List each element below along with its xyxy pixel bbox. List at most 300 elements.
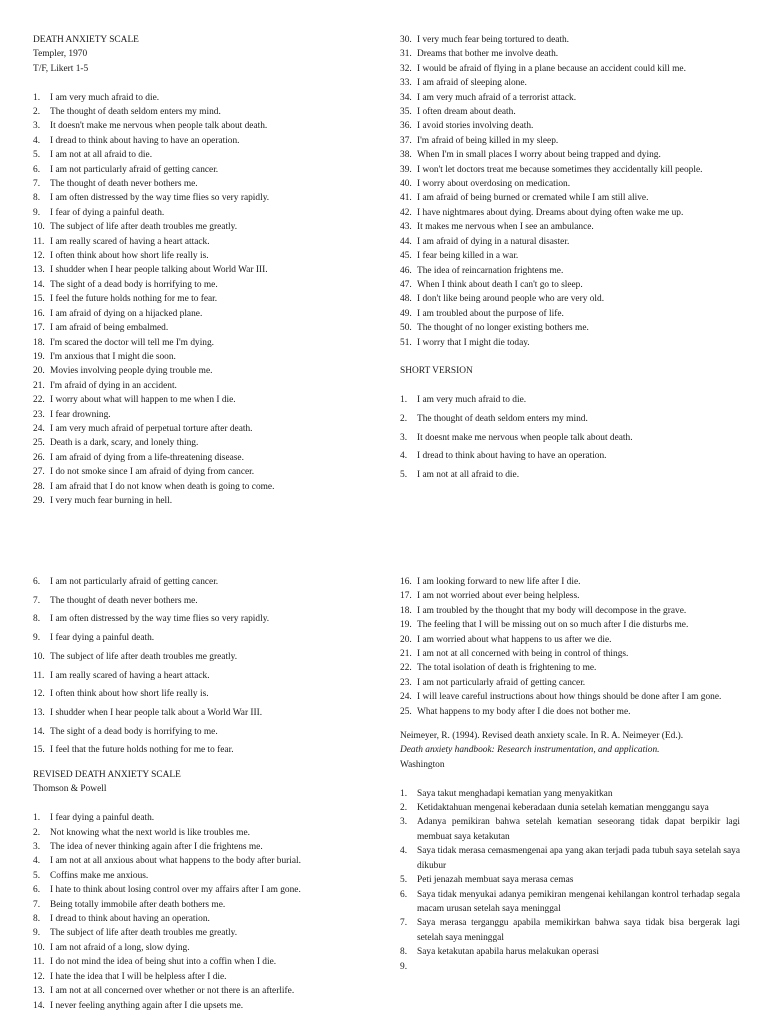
item-text: I am not particularly afraid of getting cancer. (50, 577, 219, 587)
item-text: It doesnt make me nervous when people talk about death. (417, 432, 633, 443)
item-number: 34. (400, 92, 412, 103)
list-item (400, 148, 740, 162)
item-text: Adanya pemikiran bahwa setelah kematian seseorang tidak dapat berpikir lagi membuat saya ketakutan (417, 817, 740, 842)
item-text: I avoid stories involving death. (417, 121, 534, 132)
scale-title: DEATH ANXIETY SCALE (33, 35, 139, 45)
item-number: 27. (33, 467, 45, 478)
item-text: I don't like being around people who are very old. (417, 294, 605, 305)
item-text: I am not particularly afraid of getting cancer. (50, 164, 219, 175)
list-item (400, 321, 740, 335)
item-number: 7. (33, 179, 41, 190)
item-text: I very much fear burning in hell. (50, 495, 173, 506)
list-item (33, 148, 373, 162)
item-text: I never feeling anything again after I die upsets me. (50, 1000, 244, 1011)
item-text: When I'm in small places I worry about being trapped and dying. (417, 150, 661, 161)
item-number: 23. (400, 677, 412, 688)
item-number: 45. (400, 251, 412, 262)
item-text: I am very much afraid to die. (417, 395, 527, 406)
list-item (400, 105, 740, 119)
list-item (400, 292, 740, 306)
list-item (33, 220, 373, 234)
item-text: I hate the idea that I will be helpless after I die. (50, 971, 227, 982)
quadrant-bottom-right (400, 575, 740, 974)
list-item (400, 575, 740, 589)
item-number: 24. (33, 423, 45, 434)
item-text: I am not afraid of a long, slow dying. (50, 942, 190, 953)
item-number: 7. (33, 595, 41, 606)
item-number: 1. (33, 92, 41, 103)
item-text: Not knowing what the next world is like troubles me. (50, 827, 250, 838)
item-number: 4. (400, 846, 408, 857)
list-item (33, 650, 373, 664)
item-text: I am very much afraid of perpetual torture after death. (50, 423, 253, 434)
item-number: 38. (400, 150, 412, 161)
item-number: 13. (33, 707, 45, 718)
item-text: The subject of life after death troubles me greatly. (50, 222, 238, 233)
item-number: 17. (33, 323, 45, 334)
item-text: I am not at all anxious about what happens to the body after burial. (50, 856, 301, 867)
item-number: 39. (400, 164, 412, 175)
item-text: I hate to think about losing control over my affairs after I am gone. (50, 885, 301, 896)
item-number: 47. (400, 279, 412, 290)
citation (400, 729, 740, 772)
item-number: 13. (33, 265, 45, 276)
item-number: 23. (33, 409, 45, 420)
item-text: I do not mind the idea of being shut into a coffin when I die. (50, 957, 277, 968)
item-number: 3. (400, 432, 408, 443)
list-item (400, 177, 740, 191)
list-item (400, 91, 740, 105)
item-number: 19. (33, 351, 45, 362)
list-item (400, 690, 740, 704)
item-number: 6. (33, 577, 41, 587)
list-item (400, 618, 740, 632)
item-text: I will leave careful instructions about how things should be done after I am gone. (417, 692, 722, 703)
item-text: Movies involving people dying trouble me. (50, 366, 213, 377)
item-text: The total isolation of death is frightening to me. (417, 663, 597, 674)
list-item (33, 292, 373, 306)
list-item (33, 869, 373, 883)
list-item (33, 134, 373, 148)
item-text: I am not worried about ever being helpless. (417, 591, 580, 602)
item-text: I fear being killed in a war. (417, 251, 519, 262)
item-number: 1. (33, 813, 41, 824)
list-item (33, 393, 373, 407)
item-text: Dreams that bother me involve death. (417, 49, 559, 60)
list-item (400, 633, 740, 647)
item-number: 16. (400, 577, 412, 587)
item-text: I am not at all afraid to die. (50, 150, 153, 161)
item-text: I feel the future holds nothing for me to fear. (50, 294, 218, 305)
item-text: I am looking forward to new life after I die. (417, 577, 581, 587)
item-text: I fear dying a painful death. (50, 633, 155, 644)
list-item (33, 743, 373, 757)
item-text: It makes me nervous when I see an ambulance. (417, 222, 594, 233)
item-text: The subject of life after death troubles me greatly. (50, 651, 238, 662)
item-list (33, 91, 373, 509)
item-text: I often dream about death. (417, 107, 516, 118)
item-text: When I think about death I can't go to sleep. (417, 279, 583, 290)
item-text: I am not at all concerned over whether or not there is an afterlife. (50, 986, 295, 997)
item-number: 6. (400, 889, 408, 900)
item-text: The idea of never thinking again after I die frightens me. (50, 842, 263, 853)
item-text: I am not at all concerned with being in control of things. (417, 649, 629, 660)
list-item (400, 76, 740, 90)
item-number: 48. (400, 294, 412, 305)
section-title: REVISED DEATH ANXIETY SCALE (33, 770, 181, 781)
item-text: I worry about what will happen to me when I die. (50, 395, 236, 406)
list-item (33, 278, 373, 292)
item-text: I very much fear being tortured to death. (417, 35, 570, 45)
list-item (400, 249, 740, 263)
list-item (400, 468, 740, 482)
list-item (33, 191, 373, 205)
item-number: 11. (33, 957, 45, 968)
item-number: 18. (33, 337, 45, 348)
item-text: I am often distressed by the way time flies so very rapidly. (50, 193, 270, 204)
item-number: 4. (33, 856, 41, 867)
list-item (33, 321, 373, 335)
item-text: I often think about how short life really is. (50, 251, 209, 262)
item-text (417, 960, 740, 974)
item-text: I am worried about what happens to us after we die. (417, 634, 612, 645)
citation-place: Washington (400, 759, 445, 770)
item-number: 7. (400, 918, 408, 929)
item-number: 15. (33, 294, 45, 305)
list-item (33, 480, 373, 494)
item-number: 26. (33, 452, 45, 463)
item-text: Saya tidak menyukai adanya pemikiran mengenai kehilangan kontrol terhadap segala macam urusan setelah saya meninggal (417, 889, 740, 914)
list-item (33, 912, 373, 926)
list-item (33, 811, 373, 825)
item-number: 21. (33, 380, 45, 391)
list-item (400, 412, 740, 426)
list-item (400, 647, 740, 661)
list-item (33, 941, 373, 955)
item-number: 8. (33, 193, 41, 204)
list-item (400, 163, 740, 177)
item-number: 5. (400, 469, 408, 480)
list-item (400, 604, 740, 618)
list-item (400, 220, 740, 234)
item-text: The subject of life after death troubles me greatly. (50, 928, 238, 939)
list-item (33, 631, 373, 645)
list-item (400, 33, 740, 47)
list-item (33, 826, 373, 840)
list-item (33, 91, 373, 105)
item-number: 49. (400, 308, 412, 319)
list-item (33, 840, 373, 854)
item-number: 5. (400, 875, 408, 886)
list-item (400, 206, 740, 220)
item-number: 3. (33, 121, 41, 132)
item-number: 8. (33, 614, 41, 625)
item-number: 11. (33, 670, 45, 681)
item-number: 1. (400, 395, 408, 406)
item-text: I am very much afraid of a terrorist attack. (417, 92, 577, 103)
item-text: I shudder when I hear people talk about a World War III. (50, 707, 263, 718)
revised-item-list (33, 811, 373, 1013)
section-title: SHORT VERSION (400, 366, 473, 377)
item-text: I am troubled by the thought that my body will decompose in the grave. (417, 605, 687, 616)
item-number: 33. (400, 78, 412, 89)
list-item (33, 984, 373, 998)
item-text: The thought of death never bothers me. (50, 595, 198, 606)
list-item (33, 687, 373, 701)
list-item (400, 47, 740, 61)
item-number: 25. (33, 438, 45, 449)
item-number: 9. (33, 207, 41, 218)
item-text: I worry that I might die today. (417, 337, 530, 348)
list-item (400, 278, 740, 292)
list-item (400, 589, 740, 603)
list-item (400, 235, 740, 249)
item-number: 14. (33, 726, 45, 737)
item-text: It doesn't make me nervous when people talk about death. (50, 121, 268, 132)
list-item (400, 431, 740, 445)
list-item (400, 888, 740, 917)
list-item (400, 393, 740, 407)
list-item (33, 669, 373, 683)
quadrant-top-right (400, 33, 740, 487)
item-text: I often think about how short life really is. (50, 689, 209, 700)
list-item (400, 801, 740, 815)
item-number: 36. (400, 121, 412, 132)
citation-book-title: Death anxiety handbook: Research instrumentation, and application. (400, 745, 660, 756)
item-number: 31. (400, 49, 412, 60)
list-item (33, 235, 373, 249)
list-item (400, 119, 740, 133)
item-text: I feel that the future holds nothing for me to fear. (50, 745, 234, 756)
list-item (400, 336, 740, 350)
item-number: 15. (33, 745, 45, 756)
list-item (400, 264, 740, 278)
list-item (33, 263, 373, 277)
item-text: I fear dying a painful death. (50, 813, 155, 824)
item-text: I am afraid that I do not know when death is going to come. (50, 481, 275, 492)
item-number: 35. (400, 107, 412, 118)
item-number: 40. (400, 179, 412, 190)
list-item (400, 873, 740, 887)
list-item (33, 494, 373, 508)
item-number: 4. (33, 135, 41, 146)
list-item (33, 119, 373, 133)
item-text: Saya merasa terganggu apabila memikirkan bahwa saya tidak bisa bergerak lagi setelah saya meninggal (417, 918, 740, 943)
item-number: 44. (400, 236, 412, 247)
short-version-list (400, 393, 740, 482)
item-text: Ketidaktahuan mengenai keberadaan dunia setelah kematian menggangu saya (417, 803, 709, 814)
item-text: I have nightmares about dying. Dreams about dying often wake me up. (417, 207, 684, 218)
item-number: 51. (400, 337, 412, 348)
list-item (33, 926, 373, 940)
item-text: I dread to think about having to have an operation. (50, 135, 240, 146)
item-number: 8. (400, 947, 408, 958)
list-item (400, 787, 740, 801)
list-item (33, 350, 373, 364)
item-number: 11. (33, 236, 45, 247)
item-text: Death is a dark, scary, and lonely thing. (50, 438, 199, 449)
item-number: 29. (33, 495, 45, 506)
item-text: Being totally immobile after death bothers me. (50, 899, 226, 910)
list-item (400, 844, 740, 873)
item-text: The idea of reincarnation frightens me. (417, 265, 564, 276)
item-text: I worry about overdosing on medication. (417, 179, 571, 190)
item-text: I am troubled about the purpose of life. (417, 308, 564, 319)
item-number: 14. (33, 1000, 45, 1011)
list-item (33, 451, 373, 465)
list-item (33, 408, 373, 422)
list-item (400, 815, 740, 844)
list-item (33, 883, 373, 897)
list-item (33, 612, 373, 626)
item-text: The thought of death never bothers me. (50, 179, 198, 190)
item-number: 37. (400, 135, 412, 146)
item-number: 7. (33, 899, 41, 910)
item-text: I am afraid of being burned or cremated while I am still alive. (417, 193, 649, 204)
item-text: I am afraid of sleeping alone. (417, 78, 527, 89)
item-number: 24. (400, 692, 412, 703)
list-item (400, 705, 740, 719)
item-number: 42. (400, 207, 412, 218)
list-item (33, 336, 373, 350)
item-text: Saya takut menghadapi kematian yang menyakitkan (417, 788, 613, 799)
list-item (33, 854, 373, 868)
list-item (33, 725, 373, 739)
list-item (33, 970, 373, 984)
item-number: 19. (400, 620, 412, 631)
list-item (33, 465, 373, 479)
item-number: 41. (400, 193, 412, 204)
item-text: I dread to think about having an operation. (50, 914, 210, 925)
item-number: 10. (33, 651, 45, 662)
item-text: What happens to my body after I die does not bother me. (417, 706, 631, 717)
item-number: 20. (400, 634, 412, 645)
item-text: Coffins make me anxious. (50, 870, 149, 881)
list-item (33, 575, 373, 589)
item-number: 20. (33, 366, 45, 377)
item-number: 10. (33, 942, 45, 953)
item-number: 2. (400, 413, 408, 424)
item-number: 1. (400, 788, 408, 799)
item-number: 30. (400, 35, 412, 45)
item-number: 2. (33, 827, 41, 838)
scale-author: Templer, 1970 (33, 49, 88, 60)
item-text: I am really scared of having a heart attack. (50, 670, 210, 681)
item-text: I fear drowning. (50, 409, 111, 420)
item-text: Saya ketakutan apabila harus melakukan operasi (417, 947, 599, 958)
item-text: I am very much afraid to die. (50, 92, 160, 103)
quadrant-bottom-left (33, 575, 373, 1013)
item-text: Peti jenazah membuat saya merasa cemas (417, 875, 574, 886)
item-number: 28. (33, 481, 45, 492)
list-item (400, 945, 740, 959)
item-text: I am often distressed by the way time flies so very rapidly. (50, 614, 270, 625)
item-number: 10. (33, 222, 45, 233)
item-number: 18. (400, 605, 412, 616)
list-item (33, 422, 373, 436)
item-text: I do not smoke since I am afraid of dying from cancer. (50, 467, 255, 478)
list-item (33, 379, 373, 393)
item-text: I am not particularly afraid of getting cancer. (417, 677, 586, 688)
item-number: 5. (33, 150, 41, 161)
list-item (33, 163, 373, 177)
list-item (400, 960, 740, 974)
list-item (400, 449, 740, 463)
item-number: 9. (33, 928, 41, 939)
item-text: I would be afraid of flying in a plane because an accident could kill me. (417, 63, 686, 74)
quadrant-top-left (33, 33, 373, 508)
list-item (33, 898, 373, 912)
list-item (33, 955, 373, 969)
item-text: The sight of a dead body is horrifying to me. (50, 726, 218, 737)
short-version-list (33, 575, 373, 758)
item-number: 12. (33, 251, 45, 262)
list-item (400, 307, 740, 321)
section-author: Thomson & Powell (33, 784, 107, 795)
item-text: The feeling that I will be missing out on so much after I die disturbs me. (417, 620, 689, 631)
list-item (33, 594, 373, 608)
item-text: I'm scared the doctor will tell me I'm dying. (50, 337, 215, 348)
list-item (33, 436, 373, 450)
item-number: 6. (33, 885, 41, 896)
item-text: The sight of a dead body is horrifying to me. (50, 279, 218, 290)
item-text: Saya tidak merasa cemasmengenai apa yang akan terjadi pada tubuh saya setelah saya dikubur (417, 846, 740, 871)
item-text: I won't let doctors treat me because sometimes they accidentally kill people. (417, 164, 703, 175)
item-text: I am not at all afraid to die. (417, 469, 520, 480)
list-item (33, 999, 373, 1013)
list-item (33, 105, 373, 119)
item-text: I'm afraid of being killed in my sleep. (417, 135, 559, 146)
item-text: I'm afraid of dying in an accident. (50, 380, 177, 391)
item-text: I fear of dying a painful death. (50, 207, 165, 218)
item-number: 14. (33, 279, 45, 290)
list-item (33, 307, 373, 321)
item-number: 16. (33, 308, 45, 319)
item-text: I am afraid of dying in a natural disaster. (417, 236, 570, 247)
item-number: 22. (33, 395, 45, 406)
item-number: 12. (33, 689, 45, 700)
list-item (400, 62, 740, 76)
list-item (33, 177, 373, 191)
list-item (400, 916, 740, 945)
item-number: 9. (400, 961, 408, 972)
item-text: I dread to think about having to have an operation. (417, 451, 607, 462)
list-item (400, 191, 740, 205)
item-number: 46. (400, 265, 412, 276)
item-number: 8. (33, 914, 41, 925)
item-list (400, 33, 740, 350)
item-number: 43. (400, 222, 412, 233)
item-text: The thought of death seldom enters my mind. (417, 413, 588, 424)
item-text: I am really scared of having a heart attack. (50, 236, 210, 247)
item-number: 17. (400, 591, 412, 602)
list-item (400, 676, 740, 690)
list-item (33, 706, 373, 720)
item-text: I shudder when I hear people talking about World War III. (50, 265, 268, 276)
indonesian-item-list (400, 787, 740, 974)
item-number: 21. (400, 649, 412, 660)
item-number: 25. (400, 706, 412, 717)
list-item (400, 134, 740, 148)
item-number: 3. (400, 817, 408, 828)
item-number: 6. (33, 164, 41, 175)
item-text: I'm anxious that I might die soon. (50, 351, 176, 362)
item-text: The thought of no longer existing bothers me. (417, 323, 589, 334)
item-number: 12. (33, 971, 45, 982)
item-number: 13. (33, 986, 45, 997)
item-number: 5. (33, 870, 41, 881)
scale-format: T/F, Likert 1-5 (33, 63, 89, 74)
